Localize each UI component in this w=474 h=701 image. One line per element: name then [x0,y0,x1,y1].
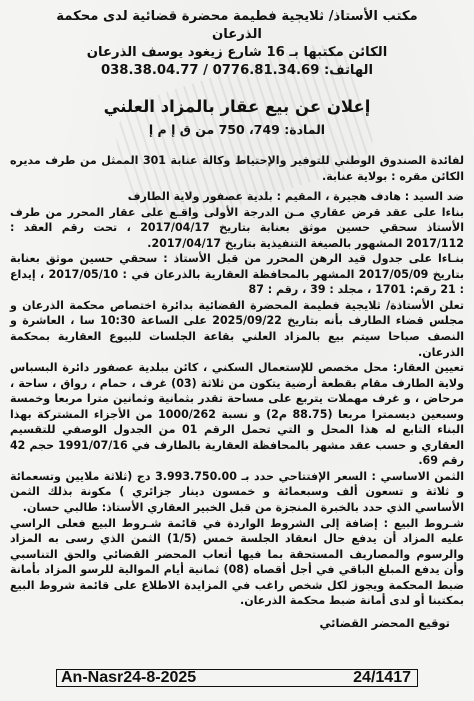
bailiff-signature: توقيع المحضر القضائي [319,615,450,630]
paragraph-sale-conditions: شـروط البيع : إضافة إلى الشروط الواردة في قائمة شـروط البيع فعلى الراسي عليه المزاد أن يدفع حال انعقاد الجلسة خمس (1/5) الثمن الذي رسى به المزاد والرسوم والمصاريف المستحقة بما فيها أتعاب المحضر القضائي والحق التناسبي وأن يدفع المبلغ الباقي في أجل أقصاه (08) ثمانية أيام الموالية للرسو المزاد بأمانة ضبط المحكمة ويجوز لكل شخص راغب في المزايدة الاطلاع على قائمة شروط البيع بمكتبنا أو لدى أمانة ضبط محكمة الذرعان. [10,516,464,608]
notice-article-reference: المادة: 749، 750 من ق إ م إ [148,122,326,137]
header-phone: الهاتف: 0776.81.34.69 / 038.38.04.77 [100,63,374,78]
header-court-name: الذرعان [212,27,262,42]
publication-reference-box [56,669,418,687]
bailiff-office-header [10,8,464,80]
notice-body [10,153,464,609]
paragraph-property-description: تعيين العقار: محل مخصص للإستعمال السكني ، كائن ببلدية عصفور دائرة البسباس ولاية الطارف مقام بقطعة أرضية يتكون من ثلاثة (03) غرف ، حمام ، رواق ، ساحة ، مرحاض ، و غرف مهملات يتربع على مساحة تقدر بثمانية وثمانين مترا مربعا وخمسة وسبعين ديسمترا مربعا (88.75 م2) و نسبة 1000/262 من الأجزاء المشتركة بهذا البناء التابع له هذا المحل و التي تحمل الرقم 01 من الجدول الوصفي للتقسيم العقاري و حسب عقد مشهر بالمحافظة العقارية بالطارف في 1991/07/16 حجم 42 رقم 69. [10,361,465,468]
paragraph-mortgage-registration: بنـاءا على جدول قيد الرهن المحرر من قبل الأستاذ : سحقي حسين موثق بعنابة بتاريخ 2017/05/09 المشهر بالمحافظة العقارية بالذرعان في : 2017/05/10 ، إيداع : 21 رقم: 1701 ، مجلد : 39 ، رقم : 87 [10,252,464,297]
paragraph-base-price: الثمن الاساسي : السعر الإفتتاحي حدد بـ 3.993.750.00 دج (ثلاثة ملايين وتسعمائة و ثلاثة و تسعون ألف وسبعمائة و خمسون دينار جزائري ) مكونة بذلك الثمن الأساسي الذي حدد بالخبرة المنجزة من قبل الخبير العقاري الأستاذ: طالبي حسان. [10,469,464,515]
paragraph-debtor: ضد السيد : هادف هجيرة ، المقيم : بلدية عصفور ولاية الطارف [127,190,464,204]
paragraph-beneficiary: لفائدة الصندوق الوطني للتوفير والإحتياط وكالة عنابة 301 الممثل من طرف مديره الكائن مقره : بولاية عنابة. [10,154,464,183]
header-address: الكائن مكتبها بـ 16 شارع زيغود يوسف الذرعان [86,45,388,60]
publication-name-date: An-Nasr24-8-2025 [61,669,197,686]
paragraph-loan-contract: بناءا على عقد قرض عقاري مـن الدرجة الأولى واقـع على عقار المحرر من طرف الأستاذ سحقي حسين موثق بعنابة بتاريخ 2017/04/17 ، تحت رقم العقد : 2017/112 المشهور بالصيغة التنفيذية بتاريخ 2017/04/17. [10,205,464,250]
notice-title: إعلان عن بيع عقار بالمزاد العلني [103,97,371,116]
header-office-name: مكتب الأستاذ/ ثلايجية فطيمة محضرة قضائية لدى محكمة [56,9,418,24]
publication-ref-number: 24/1417 [353,669,411,686]
paragraph-auction-announcement: تعلن الأستاذة/ ثلايجية فطيمة المحضرة القضائية بدائرة اختصاص محكمة الذرعان و مجلس قضاء الطارف بأنه بتاريخ 2025/09/22 على الساعة 10:30 سا ، العاشرة و النصف صباحا سيتم بيع بالمزاد العلني بقاعة الجلسات للبيوع العقارية بمحكمة الذرعان. [10,298,464,359]
